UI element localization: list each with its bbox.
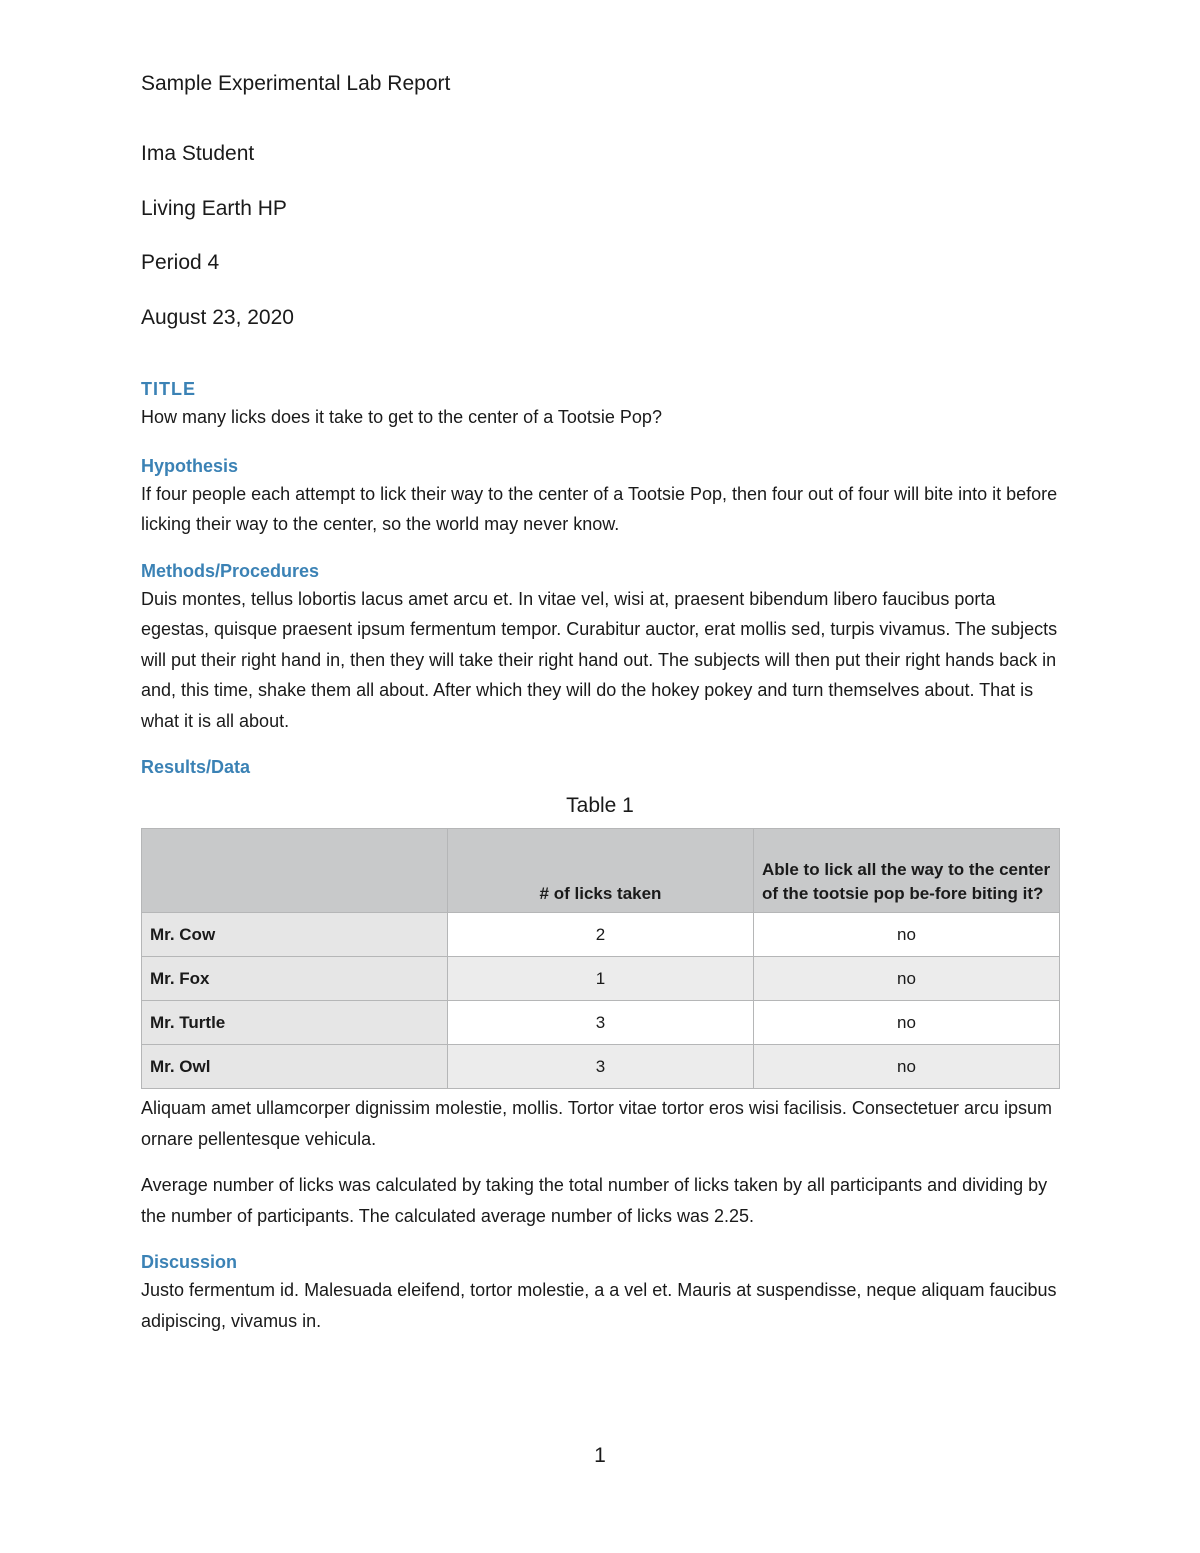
- able-answer: no: [754, 1045, 1060, 1089]
- student-name: Ima Student: [141, 142, 255, 165]
- page-number: 1: [594, 1444, 606, 1467]
- participant-name: Mr. Cow: [142, 913, 448, 957]
- results-table: [141, 828, 1060, 1089]
- results-heading: Results/Data: [141, 757, 251, 777]
- table-caption: Table 1: [566, 794, 634, 817]
- licks-count: 3: [448, 1001, 754, 1045]
- table-row: [142, 957, 1060, 1001]
- title-text: How many licks does it take to get to the center of a Tootsie Pop?: [141, 407, 662, 427]
- methods-heading: Methods/Procedures: [141, 560, 320, 581]
- able-answer: no: [754, 957, 1060, 1001]
- licks-count: 3: [448, 1045, 754, 1089]
- results-notes: Aliquam amet ullamcorper dignissim molestie, mollis. Tortor vitae tortor eros wisi facilisis. Consectetuer arcu ipsum ornare pellentesque vehicula.: [141, 1098, 1052, 1149]
- discussion-heading: Discussion: [141, 1252, 238, 1272]
- table-row: [142, 913, 1060, 957]
- table-header-row: [142, 829, 1060, 913]
- licks-count: 1: [448, 957, 754, 1001]
- average-calculation: Average number of licks was calculated by taking the total number of licks taken by all participants and dividing by the number of participants. The calculated average number of licks was 2.25.: [141, 1175, 1048, 1226]
- hypothesis-heading: Hypothesis: [141, 455, 239, 476]
- title-heading: TITLE: [141, 379, 196, 399]
- table-header-able: Able to lick all the way to the center of the tootsie pop be-fore biting it?: [754, 829, 1060, 913]
- able-answer: no: [754, 1001, 1060, 1045]
- course-name: Living Earth HP: [141, 197, 287, 220]
- able-answer: no: [754, 913, 1060, 957]
- report-body: [141, 376, 1059, 1336]
- participant-name: Mr. Fox: [142, 957, 448, 1001]
- table-header-participant: [142, 829, 448, 913]
- hypothesis-text: If four people each attempt to lick their way to the center of a Tootsie Pop, then four out of four will bite into it before licking their way to the center, so the world may never know.: [141, 483, 1058, 534]
- discussion-text: Justo fermentum id. Malesuada eleifend, tortor molestie, a a vel et. Mauris at suspendisse, neque aliquam faucibus adipiscing, vivamus in.: [141, 1280, 1057, 1331]
- table-row: [142, 1001, 1060, 1045]
- participant-name: Mr. Turtle: [142, 1001, 448, 1045]
- document-title: Sample Experimental Lab Report: [141, 72, 451, 95]
- methods-text: Duis montes, tellus lobortis lacus amet arcu et. In vitae vel, wisi at, praesent bibendum libero faucibus porta egestas, quisque praesent ipsum fermentum tempor. Curabitur auctor, erat mollis sed, turpis vivamus. The subjects will put their right hand in, then they will take their right hand out. The subjects will then put their right hands back in and, this time, shake them all about. After which they will do the hokey pokey and turn themselves about. That is what it is all about.: [141, 588, 1058, 731]
- table-header-licks: # of licks taken: [448, 829, 754, 913]
- licks-count: 2: [448, 913, 754, 957]
- participant-name: Mr. Owl: [142, 1045, 448, 1089]
- table-row: [142, 1045, 1060, 1089]
- class-period: Period 4: [141, 251, 220, 274]
- report-date: August 23, 2020: [141, 306, 294, 329]
